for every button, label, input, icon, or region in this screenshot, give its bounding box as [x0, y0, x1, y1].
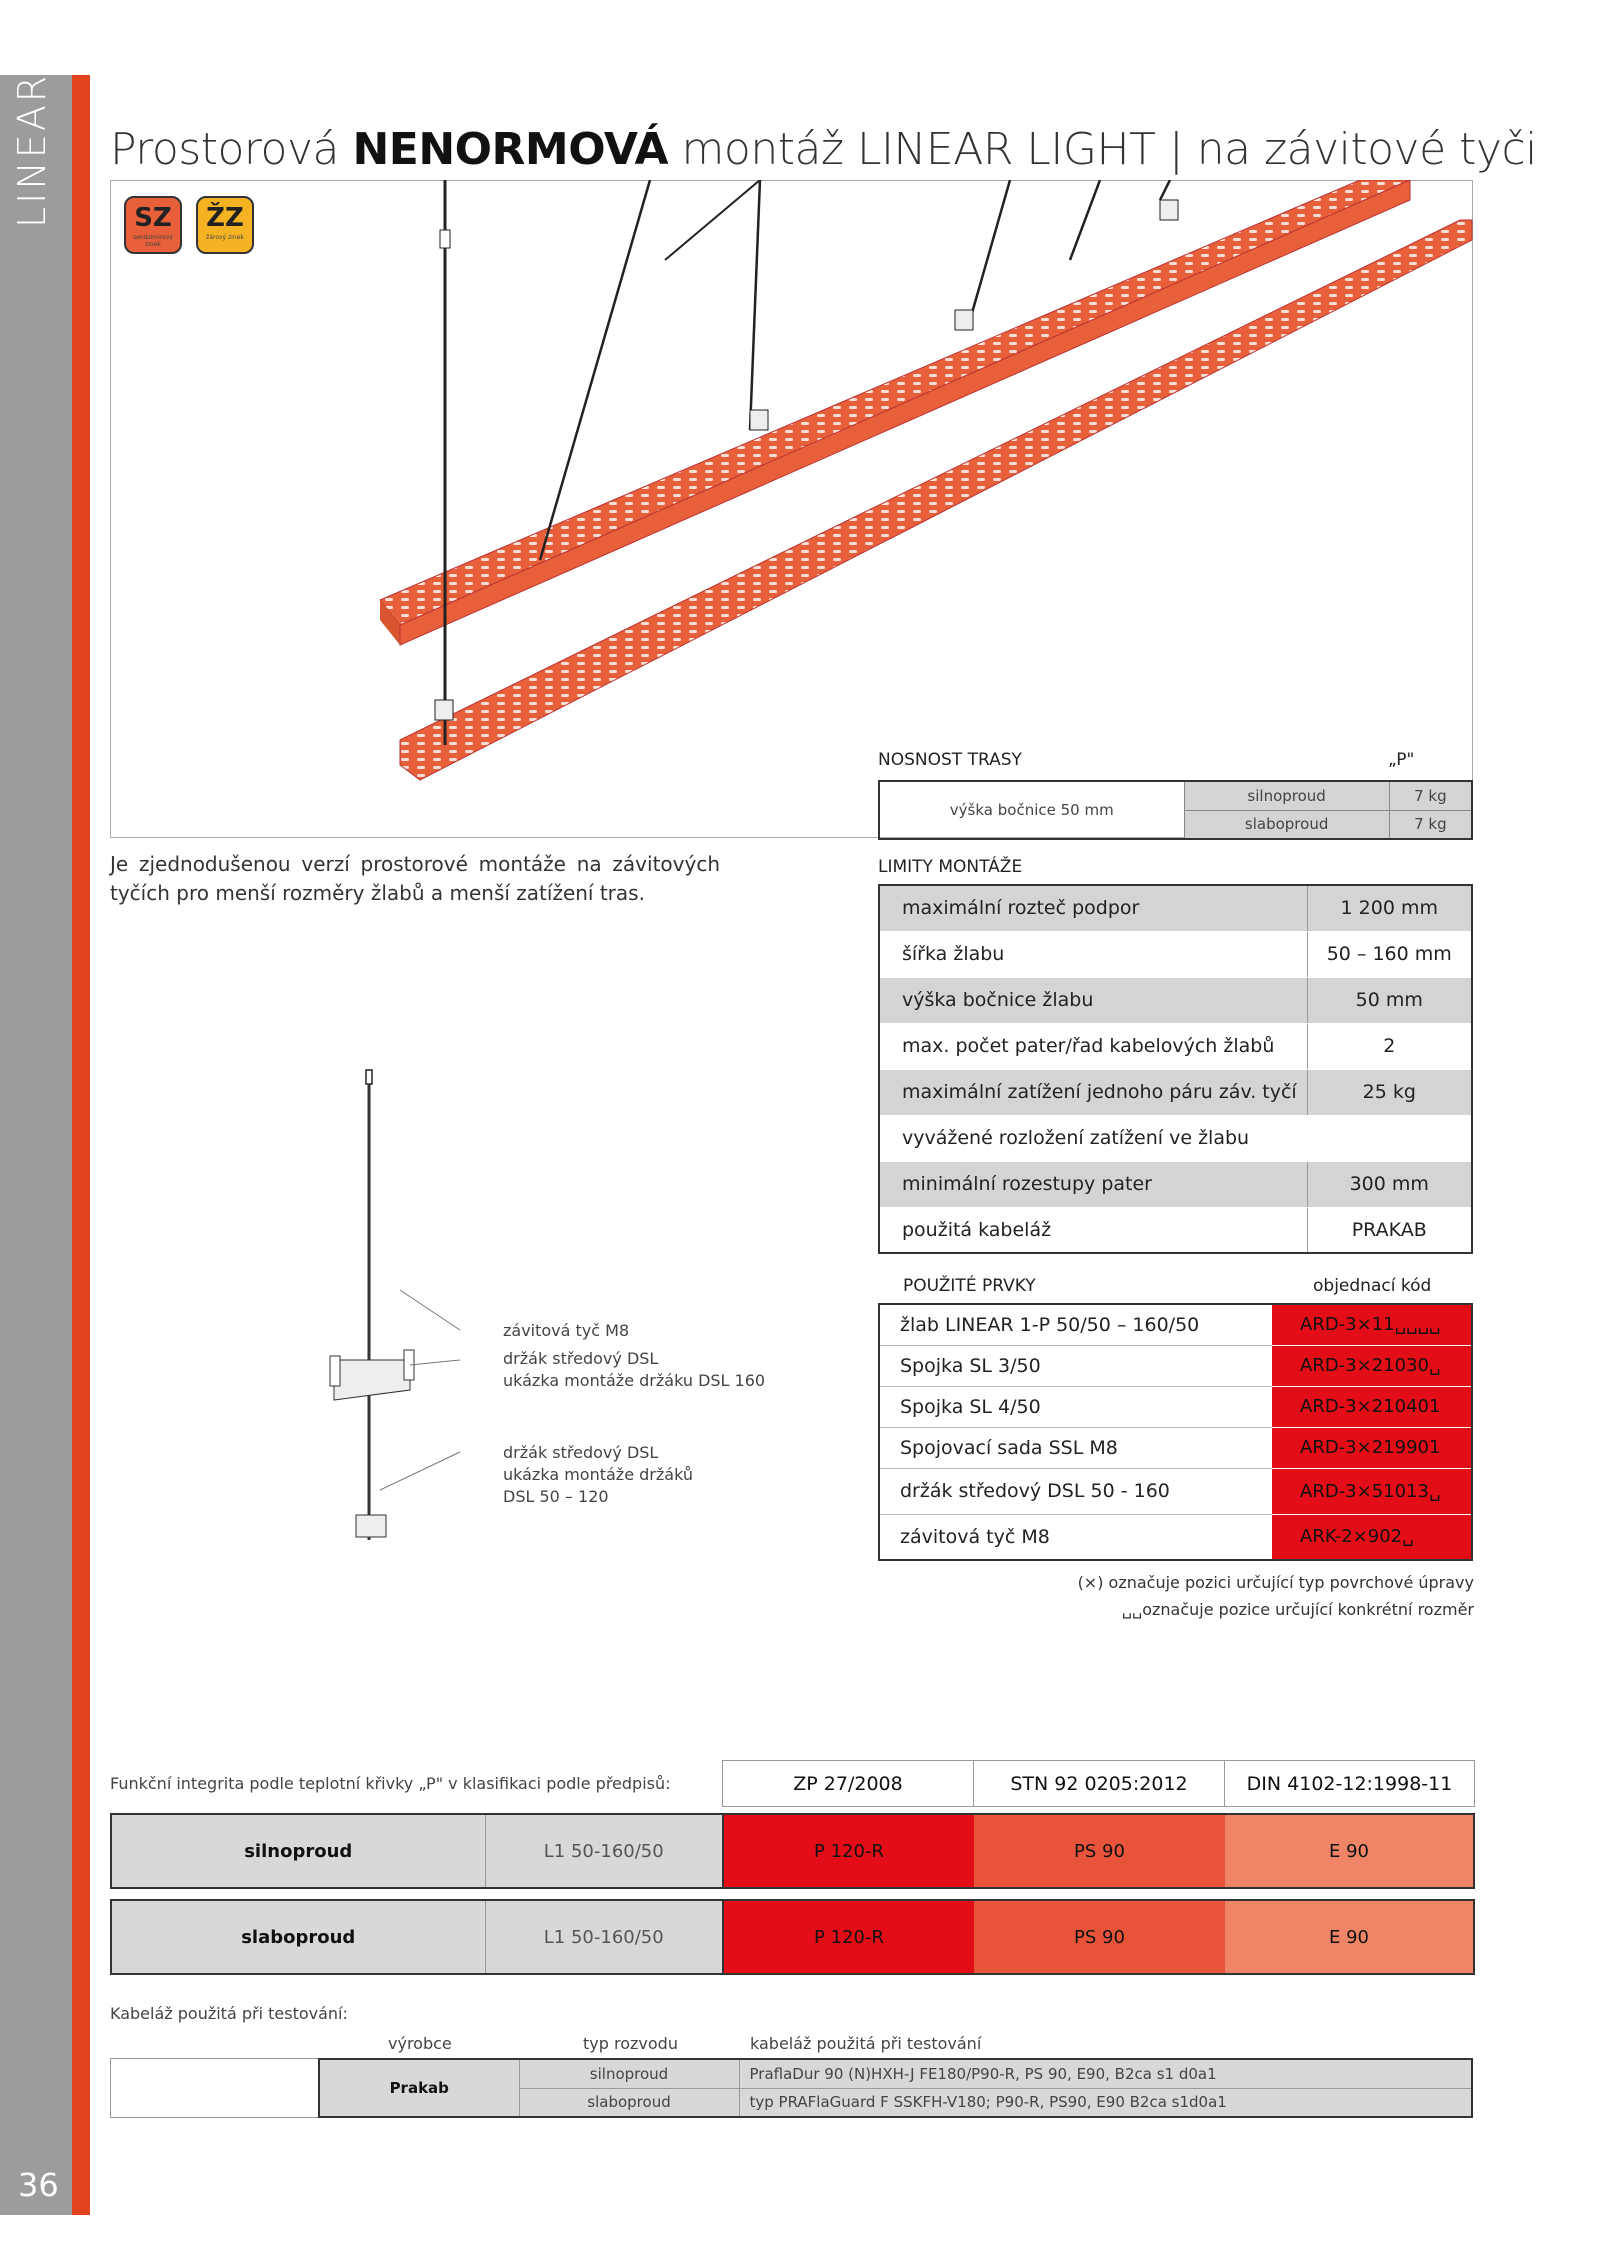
limits-row: použitá kabeláž PRAKAB — [879, 1207, 1472, 1253]
integrity-label: Funkční integrita podle teplotní křivky „P" v klasifikaci podle předpisů: — [110, 1774, 671, 1793]
cable-tray-illustration — [110, 180, 1473, 838]
limits-label: LIMITY MONTÁŽE — [878, 857, 1023, 877]
nosnost-label: NOSNOST TRASY — [878, 750, 1022, 770]
diagram-label: DSL 50 – 120 — [503, 1487, 609, 1506]
kabelaz-table — [318, 2058, 1473, 2118]
nosnost-type: slaboproud — [1184, 810, 1389, 839]
kabelaz-spacer — [110, 2058, 318, 2118]
diagram-label: držák středový DSL — [503, 1443, 659, 1462]
diagram-label: ukázka montáže držáků — [503, 1465, 693, 1484]
kabelaz-typ: slaboproud — [519, 2088, 739, 2117]
prvky-row: závitová tyč M8 ARK-2×902␣ — [879, 1514, 1472, 1560]
sidebar — [0, 72, 72, 2215]
standard-header: ZP 27/2008 — [723, 1761, 974, 1807]
limits-row: minimální rozestupy pater 300 mm — [879, 1161, 1472, 1207]
kabelaz-typ: silnoproud — [519, 2059, 739, 2088]
mounting-diagram — [320, 1060, 520, 1560]
kabelaz-cable: typ PRAFlaGuard F SSKFH-V180; P90-R, PS90, E90 B2ca s1d0a1 — [739, 2088, 1472, 2117]
integrity-row: silnoproud L1 50-160/50 P 120-R PS 90 E 90 — [110, 1813, 1475, 1889]
page-title: Prostorová NENORMOVÁ montáž LINEAR LIGHT | na závitové tyči — [110, 124, 1537, 175]
kabelaz-cable: PraflaDur 90 (N)HXH-J FE180/P90-R, PS 90, E90, B2ca s1 d0a1 — [739, 2059, 1472, 2088]
badge-zz: ŽZ žárový zinek — [196, 196, 254, 254]
standard-header: DIN 4102-12:1998-11 — [1225, 1761, 1475, 1807]
intro-text: Je zjednodušenou verzí prostorové montáže na závitových tyčích pro menší rozměry žlabů a menší zatížení tras. — [110, 852, 720, 905]
prvky-note: (×) označuje pozici určující typ povrchové úpravy — [1077, 1573, 1474, 1592]
nosnost-table — [878, 780, 1473, 840]
limits-table — [878, 884, 1473, 1254]
kabelaz-header: výrobce — [388, 2034, 452, 2053]
limits-row: max. počet pater/řad kabelových žlabů 2 — [879, 1023, 1472, 1069]
diagram-label: ukázka montáže držáku DSL 160 — [503, 1371, 766, 1390]
prvky-code-label: objednací kód — [1313, 1276, 1432, 1296]
sidebar-label: LINEAR — [10, 72, 54, 228]
limits-row: maximální zatížení jednoho páru záv. tyčí 25 kg — [879, 1069, 1472, 1115]
page-number: 36 — [18, 2166, 59, 2204]
prvky-row: Spojka SL 4/50 ARD-3×210401 — [879, 1386, 1472, 1427]
prvky-row: držák středový DSL 50 - 160 ARD-3×51013␣ — [879, 1468, 1472, 1514]
kabelaz-vyrobce: Prakab — [319, 2059, 519, 2117]
limits-row: šířka žlabu 50 – 160 mm — [879, 931, 1472, 977]
prvky-row: žlab LINEAR 1-P 50/50 – 160/50 ARD-3×11␣␣␣␣ — [879, 1304, 1472, 1345]
integrity-header — [722, 1760, 1475, 1807]
kabelaz-label: Kabeláž použitá při testování: — [110, 2004, 348, 2023]
integrity-row: slaboproud L1 50-160/50 P 120-R PS 90 E 90 — [110, 1899, 1475, 1975]
nosnost-value: 7 kg — [1389, 781, 1472, 810]
limits-row: vyvážené rozložení zatížení ve žlabu — [879, 1115, 1472, 1161]
prvky-table — [878, 1303, 1473, 1561]
nosnost-type: silnoproud — [1184, 781, 1389, 810]
kabelaz-header: kabeláž použitá při testování — [750, 2034, 982, 2053]
limits-row: maximální rozteč podpor 1 200 mm — [879, 885, 1472, 931]
prvky-row: Spojovací sada SSL M8 ARD-3×219901 — [879, 1427, 1472, 1468]
prvky-row: Spojka SL 3/50 ARD-3×21030␣ — [879, 1345, 1472, 1386]
diagram-label: držák středový DSL — [503, 1349, 659, 1368]
nosnost-row-label: výška bočnice 50 mm — [879, 781, 1184, 839]
prvky-label: POUŽITÉ PRVKY — [903, 1276, 1036, 1296]
nosnost-curve: „P" — [1388, 750, 1415, 770]
nosnost-value: 7 kg — [1389, 810, 1472, 839]
prvky-note: ␣␣označuje pozice určující konkrétní rozměr — [1121, 1600, 1474, 1619]
badge-sz: SZ sendzimirový zinek — [124, 196, 182, 254]
sidebar-accent — [72, 75, 90, 2215]
standard-header: STN 92 0205:2012 — [974, 1761, 1225, 1807]
limits-row: výška bočnice žlabu 50 mm — [879, 977, 1472, 1023]
kabelaz-header: typ rozvodu — [583, 2034, 678, 2053]
diagram-label: závitová tyč M8 — [503, 1321, 630, 1340]
